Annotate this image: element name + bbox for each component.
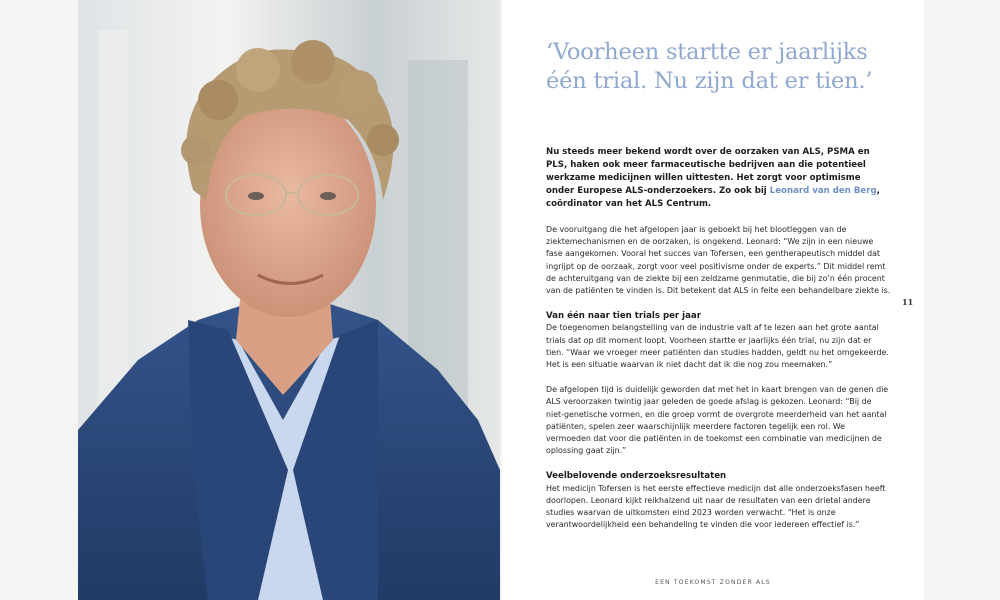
intro-text-end: , coördinator van het ALS Centrum. <box>546 185 880 209</box>
intro-paragraph <box>546 146 891 211</box>
page-number: 11 <box>902 297 914 307</box>
body-paragraph-4: Het medicijn Tofersen is het eerste effectieve medicijn dat alle onderzoeksfasen heeft doorlopen. Leonard kijkt reikhalzend uit naar de resultaten van een drietal andere studies waarvan de uitkomsten eind 2023 worden verwacht. “Het is onze verantwoordelijkheid een behandeling te vinden die voor iedereen effectief is.” <box>546 483 886 530</box>
section-heading-2: Veelbelovende onderzoeksresultaten <box>546 471 727 482</box>
article-body <box>546 224 891 544</box>
section-heading-1: Van één naar tien trials per jaar <box>546 311 701 322</box>
pull-quote: ‘Voorheen startte er jaarlijks één trial. Nu zijn dat er tien.’ <box>546 39 873 94</box>
person-name: Leonard van den Berg <box>769 185 877 196</box>
portrait-photo <box>78 0 500 600</box>
body-paragraph-1: De vooruitgang die het afgelopen jaar is geboekt bij het blootleggen van de ziektemechanismen en de oorzaken, is ongekend. Leonard: “We zijn in een nieuwe fase aangekomen. Vooral het succes van Tofersen, een gentherapeutisch middel dat ingrijpt op de oorzaak, zorgt voor veel positivisme onder de experts.” Dit middel remt de achteruitgang van de ziekte bij een zeldzame genmutatie, die bij zo’n één procent van de patiënten te vinden is. Dit betekent dat ALS in feite een behandelbare ziekte is. <box>546 225 891 296</box>
intro-text: Nu steeds meer bekend wordt over de oorzaken van ALS, PSMA en PLS, haken ook meer farmaceutische bedrijven aan die potentieel werkzame medicijnen willen uittesten. Het zorgt voor optimisme onder Europese ALS-onderzoekers. Zo ook bij <box>546 147 870 196</box>
page-footer: EEN TOEKOMST ZONDER ALS <box>655 579 771 586</box>
article-page <box>502 0 924 600</box>
body-paragraph-2: De toegenomen belangstelling van de industrie valt af te lezen aan het grote aantal trials dat op dit moment loopt. Voorheen startte er jaarlijks één trial, nu zijn dat er tien. “Waar we vroeger meer patiënten dan studies hadden, geldt nu het omgekeerde. Het is een situatie waarvan ik niet dacht dat ik die nog zou meemaken.” <box>546 323 889 370</box>
body-paragraph-3: De afgelopen tijd is duidelijk geworden dat met het in kaart brengen van de genen die ALS veroorzaken twintig jaar geleden de goede afslag is gekozen. Leonard: “Bij de niet-genetische vormen, en die groep vormt de overgrote meerderheid van het aantal patiënten, spelen zeer waarschijnlijk meerdere factoren tegelijk een rol. We vermoeden dat voor die patiënten in de toekomst een combinatie van medicijnen de oplossing gaat zijn.” <box>546 385 889 456</box>
